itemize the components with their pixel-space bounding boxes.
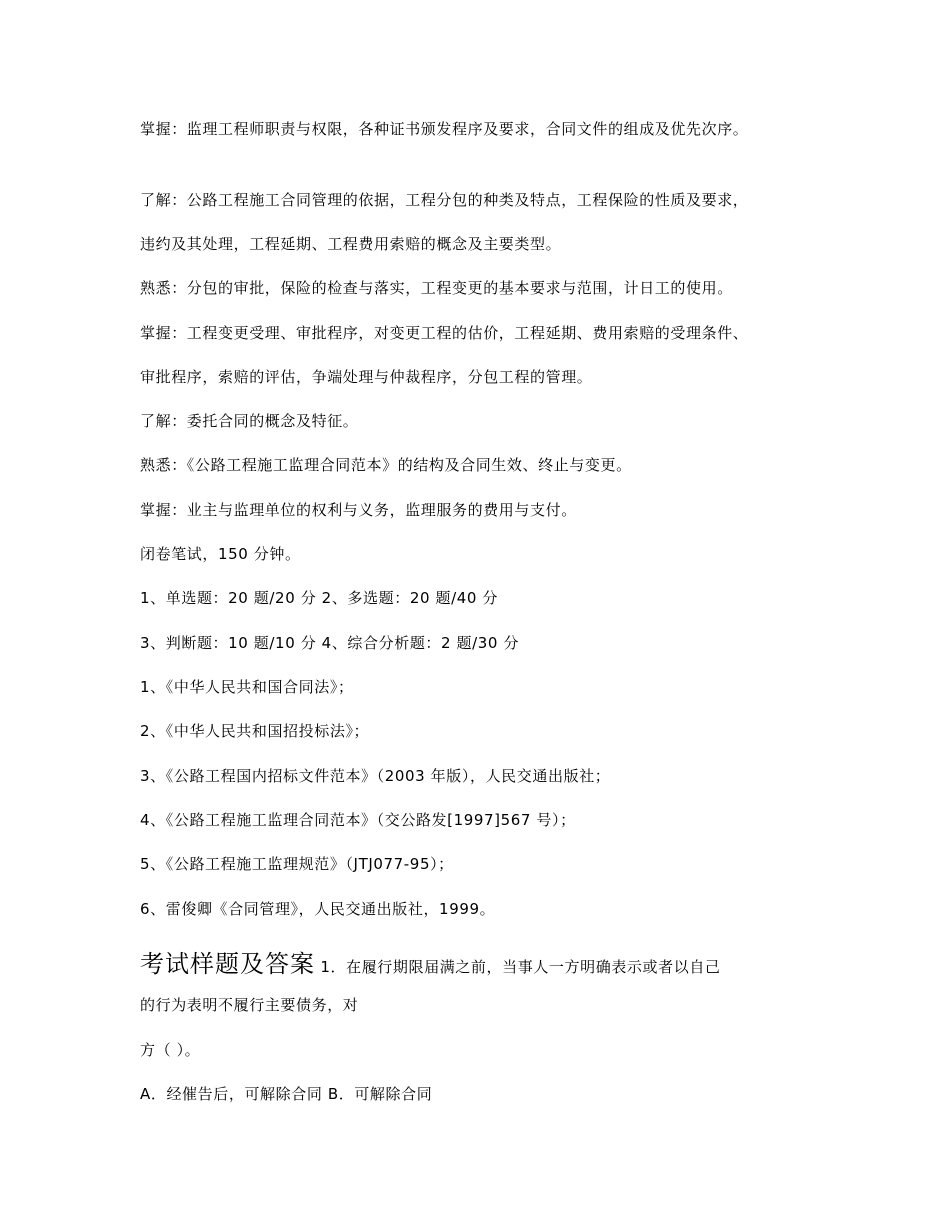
reference-item-2: 2、《中华人民共和国招投标法》； [140, 722, 370, 740]
text-line-understand-contract-basis: 了解：公路工程施工合同管理的依据，工程分包的种类及特点，工程保险的性质及要求， [140, 191, 749, 209]
text-line-familiar-subcontract: 熟悉：分包的审批，保险的检查与落实，工程变更的基本要求与范围，计日工的使用。 [140, 279, 733, 297]
question-1-text: 1．在履行期限届满之前，当事人一方明确表示或者以自己 [315, 958, 721, 976]
reference-item-5: 5、《公路工程施工监理规范》（JTJ077-95）； [140, 855, 454, 873]
text-line-exam-format: 闭卷笔试，150 分钟。 [140, 545, 301, 563]
text-line-approval-procedure: 审批程序，索赔的评估，争端处理与仲裁程序，分包工程的管理。 [140, 368, 593, 386]
question-1-continuation: 的行为表明不履行主要债务，对 [140, 996, 359, 1014]
reference-item-6: 6、雷俊卿《合同管理》，人民交通出版社，1999。 [140, 900, 496, 918]
text-line-familiar-supervision-contract: 熟悉：《公路工程施工监理合同范本》的结构及合同生效、终止与变更。 [140, 456, 632, 474]
sample-question-line [140, 948, 721, 983]
reference-item-3: 3、《公路工程国内招标文件范本》（2003 年版），人民交通出版社； [140, 767, 611, 785]
text-line-understand-entrust: 了解：委托合同的概念及特征。 [140, 412, 359, 430]
text-line-question-types-1: 1、单选题：20 题/20 分 2、多选题：20 题/40 分 [140, 589, 498, 607]
question-1-blank: 方（ ）。 [140, 1041, 201, 1059]
text-line-master-variation: 掌握：工程变更受理、审批程序，对变更工程的估价，工程延期、费用索赔的受理条件、 [140, 324, 749, 342]
reference-item-4: 4、《公路工程施工监理合同范本》（交公路发[1997]567 号）； [140, 811, 576, 829]
text-line-question-types-2: 3、判断题：10 题/10 分 4、综合分析题：2 题/30 分 [140, 634, 520, 652]
text-line-master-duties: 掌握：监理工程师职责与权限，各种证书颁发程序及要求，合同文件的组成及优先次序。 [140, 120, 749, 138]
reference-item-1: 1、《中华人民共和国合同法》； [140, 678, 354, 696]
question-1-options: A．经催告后，可解除合同 B．可解除合同 [140, 1085, 433, 1103]
text-line-default-handling: 违约及其处理，工程延期、工程费用索赔的概念及主要类型。 [140, 235, 562, 253]
section-heading-sample-questions: 考试样题及答案 [140, 950, 315, 978]
text-line-master-owner-rights: 掌握：业主与监理单位的权利与义务，监理服务的费用与支付。 [140, 501, 577, 519]
